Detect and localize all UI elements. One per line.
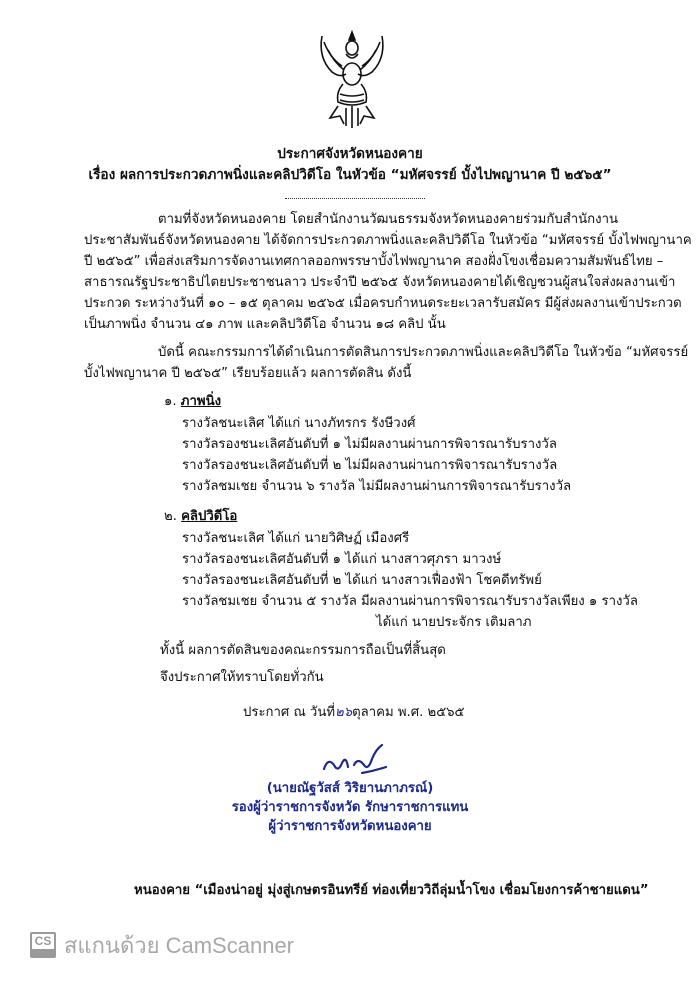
date-prefix: ประกาศ ณ วันที่ bbox=[243, 705, 336, 720]
para1-line4: สาธารณรัฐประชาธิปไตยประชาชนลาว ประจำปี ๒๕๖๕ จังหวัดหนองคายได้เชิญชวนผู้สนใจส่งผลงานเข้า bbox=[84, 275, 676, 290]
section2-heading bbox=[164, 509, 237, 525]
para2-line2: บั้งไฟพญานาค ปี ๒๕๖๕” เรียบร้อยแล้ว ผลการตัดสิน ดังนี้ bbox=[84, 366, 412, 381]
section1-number: ๑. bbox=[164, 394, 177, 409]
closing-line2: จึงประกาศให้ทราบโดยทั่วกัน bbox=[160, 670, 324, 685]
section1-item: รางวัลชนะเลิศ ได้แก่ นางภัทรกร รังษีวงศ์ bbox=[182, 416, 416, 431]
section1-title: ภาพนิ่ง bbox=[180, 394, 222, 409]
signatory-name: (นายณัฐวัสส์ วิริยานภาภรณ์) bbox=[266, 781, 434, 796]
provincial-slogan: หนองคาย “เมืองน่าอยู่ มุ่งสู่เกษตรอินทรีย์ ท่องเที่ยววิถีลุ่มน้ำโขง เชื่อมโยงการค้าชายแดน” bbox=[134, 883, 649, 898]
section2-item: รางวัลชนะเลิศ ได้แก่ นายวิศิษฏ์ เมืองศรี bbox=[182, 531, 410, 546]
para1-line6: เป็นภาพนิ่ง จำนวน ๔๑ ภาพ และคลิปวิดีโอ จำนวน ๑๘ คลิป นั้น bbox=[84, 317, 446, 332]
para1-line5: ประกวด ระหว่างวันที่ ๑๐ – ๑๕ ตุลาคม ๒๕๖๕ เมื่อครบกำหนดระยะเวลารับสมัคร มีผู้ส่งผลงานเข้าประกวด bbox=[84, 296, 682, 311]
announcement-date bbox=[243, 705, 465, 721]
document-subject: เรื่อง ผลการประกวดภาพนิ่งและคลิปวิดีโอ ในหัวข้อ “มหัศจรรย์ บั้งไปพญานาค ปี ๒๕๖๕” bbox=[88, 167, 612, 183]
document-title: ประกาศจังหวัดหนองคาย bbox=[277, 146, 423, 162]
para1-line3: ปี ๒๕๖๕” เพื่อส่งเสริมการจัดงานเทศกาลออกพรรษาบั้งไฟพญานาค สองฝั่งโขงเชื่อมความสัมพันธ์ไทย – bbox=[84, 254, 664, 269]
camscanner-watermark bbox=[30, 930, 294, 960]
section2-title: คลิปวิดีโอ bbox=[181, 509, 238, 524]
section2-number: ๒. bbox=[164, 509, 177, 524]
date-day-handwritten: ๒๖ bbox=[335, 705, 353, 720]
signatory-position: รองผู้ว่าราชการจังหวัด รักษาราชการแทน bbox=[231, 800, 469, 815]
section2-item: รางวัลชมเชย จำนวน ๕ รางวัล มีผลงานผ่านการพิจารณารับรางวัลเพียง ๑ รางวัล bbox=[182, 594, 638, 609]
para1-line1: ตามที่จังหวัดหนองคาย โดยสำนักงานวัฒนธรรมจังหวัดหนองคายร่วมกับสำนักงาน bbox=[158, 212, 619, 227]
garuda-emblem-icon bbox=[316, 28, 388, 132]
watermark-text: สแกนด้วย CamScanner bbox=[64, 932, 295, 958]
date-suffix: ตุลาคม พ.ศ. ๒๕๖๕ bbox=[352, 705, 465, 720]
para1-line2: ประชาสัมพันธ์จังหวัดหนองคาย ได้จัดการประกวดภาพนิ่งและคลิปวิดีโอ ในหัวข้อ “มหัศจรรย์ บั้งไฟพญานาค bbox=[84, 233, 692, 248]
closing-line1: ทั้งนี้ ผลการตัดสินของคณะกรรมการถือเป็นที่สิ้นสุด bbox=[160, 643, 446, 658]
signature-scribble-icon bbox=[320, 743, 390, 779]
section2-item: รางวัลรองชนะเลิศอันดับที่ ๑ ได้แก่ นางสาวศุภรา มาวงษ์ bbox=[182, 552, 502, 567]
section1-heading bbox=[164, 394, 221, 410]
section2-continuation: ได้แก่ นายประจักร เติมลาภ bbox=[376, 615, 532, 630]
camscanner-logo-icon: CS bbox=[30, 932, 56, 958]
separator-dots bbox=[285, 198, 425, 199]
para2-line1: บัดนี้ คณะกรรมการได้ดำเนินการตัดสินการประกวดภาพนิ่งและคลิปวิดีโอ ในหัวข้อ “มหัศจรรย์ bbox=[158, 345, 689, 360]
signatory-position-2: ผู้ว่าราชการจังหวัดหนองคาย bbox=[268, 819, 432, 834]
section2-item: รางวัลรองชนะเลิศอันดับที่ ๒ ได้แก่ นางสาวเฟื่องฟ้า โชคดีทรัพย์ bbox=[182, 573, 542, 588]
section1-item: รางวัลรองชนะเลิศอันดับที่ ๒ ไม่มีผลงานผ่านการพิจารณารับรางวัล bbox=[182, 458, 558, 473]
section1-item: รางวัลชมเชย จำนวน ๖ รางวัล ไม่มีผลงานผ่านการพิจารณารับรางวัล bbox=[182, 479, 572, 494]
section1-item: รางวัลรองชนะเลิศอันดับที่ ๑ ไม่มีผลงานผ่านการพิจารณารับรางวัล bbox=[182, 437, 557, 452]
